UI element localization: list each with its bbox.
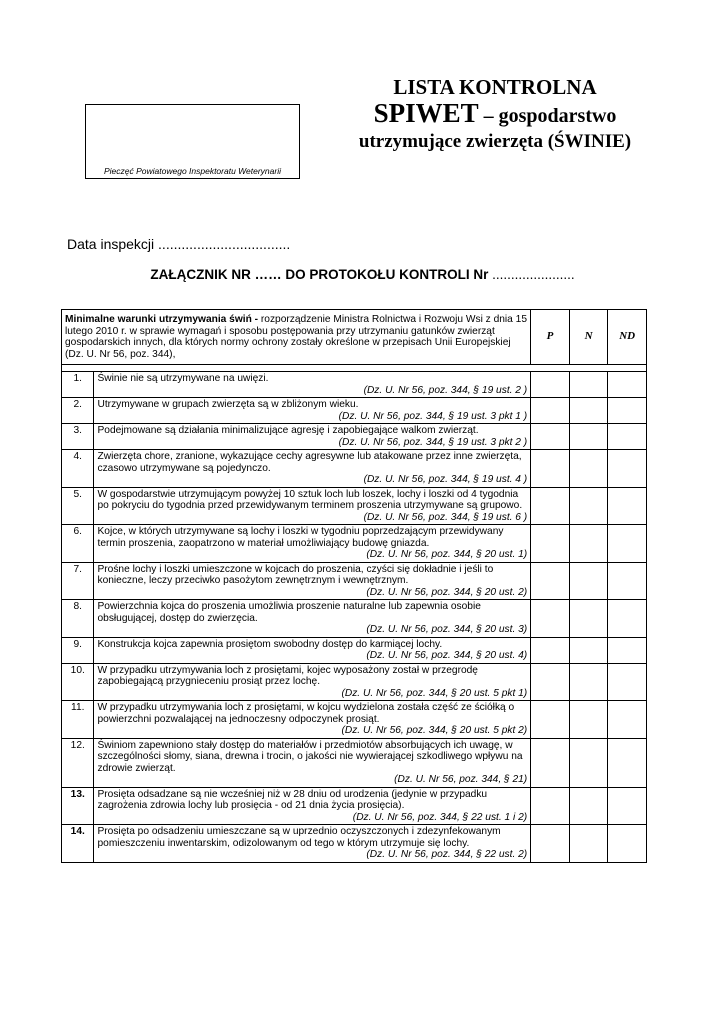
row-number: 5. bbox=[62, 487, 94, 525]
row-requirement bbox=[94, 487, 531, 525]
requirement-text: Świniom zapewniono stały dostęp do materiałów i przedmiotów absorbujących ich uwagę, w szczególności słomy, siana, drewna i trocin, o jakości nie wywierającej szkodliwego wpływu na zdrowie zwierząt. bbox=[97, 739, 523, 774]
legal-reference: (Dz. U. Nr 56, poz. 344, § 20 ust. 2) bbox=[366, 586, 528, 598]
table-row bbox=[62, 701, 647, 739]
row-number: 11. bbox=[62, 701, 94, 739]
mark-cell-n[interactable] bbox=[569, 738, 608, 787]
legal-reference: (Dz. U. Nr 56, poz. 344, § 19 ust. 3 pkt 2 ) bbox=[338, 436, 528, 448]
header-regulation: rozporządzenie Ministra Rolnictwa i Rozwoju Wsi z dnia 15 lutego 2010 r. w sprawie wymagań i sposobu postępowania przy utrzymaniu gatunków zwierząt gospodarskich innych, dla których normy ochrony zostały określone w przepisach Unii Europejskiej (Dz. U. Nr 56, poz. 344), bbox=[65, 314, 528, 360]
mark-cell-p[interactable] bbox=[531, 525, 570, 563]
row-requirement bbox=[94, 637, 531, 663]
requirement-text: W przypadku utrzymywania loch z prosiętami, w kojcu wydzielona została część ze ściółką o powierzchni pozwalającej na jednoczesny odpoczynek prosiąt. bbox=[97, 702, 515, 725]
mark-cell-n[interactable] bbox=[569, 450, 608, 488]
table-row bbox=[62, 398, 647, 424]
mark-cell-nd[interactable] bbox=[608, 738, 647, 787]
row-number: 14. bbox=[62, 825, 94, 863]
table-row bbox=[62, 424, 647, 450]
mark-cell-n[interactable] bbox=[569, 701, 608, 739]
mark-cell-p[interactable] bbox=[531, 637, 570, 663]
mark-cell-p[interactable] bbox=[531, 450, 570, 488]
mark-cell-nd[interactable] bbox=[608, 398, 647, 424]
mark-cell-n[interactable] bbox=[569, 562, 608, 600]
row-requirement bbox=[94, 372, 531, 398]
title-spiwet: SPIWET bbox=[373, 98, 479, 128]
row-number: 3. bbox=[62, 424, 94, 450]
legal-reference: (Dz. U. Nr 56, poz. 344, § 20 ust. 3) bbox=[366, 624, 528, 635]
requirement-text: Zwierzęta chore, zranione, wykazujące cechy agresywne lub atakowane przez inne zwierzęta, czasowo utrzymywane są pojedynczo. bbox=[97, 451, 522, 474]
requirement-text: Podejmowane są działania minimalizujące agresję i zapobiegające walkom zwierząt. bbox=[97, 425, 479, 436]
title-line-1: LISTA KONTROLNA bbox=[393, 75, 597, 99]
row-number: 1. bbox=[62, 372, 94, 398]
legal-reference: (Dz. U. Nr 56, poz. 344, § 22 ust. 2) bbox=[366, 849, 528, 860]
table-row bbox=[62, 525, 647, 563]
legal-reference: (Dz. U. Nr 56, poz. 344, § 19 ust. 3 pkt 1 ) bbox=[338, 410, 528, 422]
mark-cell-p[interactable] bbox=[531, 562, 570, 600]
title-line-2-rest: – gospodarstwo bbox=[483, 105, 617, 127]
row-requirement bbox=[94, 600, 531, 638]
requirement-text: W przypadku utrzymywania loch z prosiętami, kojec wyposażony został w przegrodę zapobiegającą przygnieceniu prosiąt przez lochę. bbox=[97, 664, 478, 687]
requirement-text: Prosięta po odsadzeniu umieszczane są w uprzednio oczyszczonych i zdezynfekowanym pomieszczeniu inwentarskim, odizolowanym od tego w którym utrzymuje się lochy. bbox=[97, 826, 501, 849]
mark-cell-n[interactable] bbox=[569, 825, 608, 863]
mark-cell-nd[interactable] bbox=[608, 424, 647, 450]
table-row bbox=[62, 562, 647, 600]
annex-label: ZAŁĄCZNIK NR …… DO PROTOKOŁU KONTROLI Nr bbox=[150, 267, 489, 282]
mark-cell-nd[interactable] bbox=[608, 701, 647, 739]
row-number: 7. bbox=[62, 562, 94, 600]
legal-reference: (Dz. U. Nr 56, poz. 344, § 20 ust. 4) bbox=[366, 650, 528, 661]
row-number: 4. bbox=[62, 450, 94, 488]
table-row bbox=[62, 663, 647, 701]
mark-cell-n[interactable] bbox=[569, 424, 608, 450]
requirement-text: Kojce, w których utrzymywane są lochy i loszki w tygodniu poprzedzającym przewidywany termin proszenia, zaopatrzono w materiał umożliwiający budowę gniazda. bbox=[97, 526, 504, 549]
row-requirement bbox=[94, 825, 531, 863]
table-row bbox=[62, 487, 647, 525]
row-number: 6. bbox=[62, 525, 94, 563]
mark-cell-p[interactable] bbox=[531, 701, 570, 739]
checklist-table bbox=[61, 309, 647, 863]
mark-cell-n[interactable] bbox=[569, 787, 608, 825]
mark-cell-p[interactable] bbox=[531, 738, 570, 787]
row-requirement bbox=[94, 450, 531, 488]
row-number: 13. bbox=[62, 787, 94, 825]
checklist-rows bbox=[62, 372, 647, 863]
mark-cell-p[interactable] bbox=[531, 424, 570, 450]
row-number: 10. bbox=[62, 663, 94, 701]
mark-cell-n[interactable] bbox=[569, 372, 608, 398]
row-requirement bbox=[94, 738, 531, 787]
col-header-p: P bbox=[531, 310, 570, 365]
row-requirement bbox=[94, 398, 531, 424]
requirement-text: Utrzymywane w grupach zwierzęta są w zbliżonym wieku. bbox=[97, 399, 359, 410]
table-row bbox=[62, 825, 647, 863]
header-bold: Minimalne warunki utrzymywania świń - bbox=[65, 314, 259, 325]
requirement-text: Prosięta odsadzane są nie wcześniej niż w 28 dniu od urodzenia (jedynie w przypadku zagrożenia zdrowia lochy lub prosięcia - od 21 dnia życia prosięcia). bbox=[97, 788, 488, 811]
inspection-date-field[interactable]: Data inspekcji .................................. bbox=[67, 236, 291, 252]
row-requirement bbox=[94, 663, 531, 701]
table-row bbox=[62, 372, 647, 398]
row-requirement bbox=[94, 525, 531, 563]
mark-cell-nd[interactable] bbox=[608, 787, 647, 825]
legal-reference: (Dz. U. Nr 56, poz. 344, § 22 ust. 1 i 2) bbox=[352, 811, 528, 823]
table-row bbox=[62, 787, 647, 825]
mark-cell-nd[interactable] bbox=[608, 525, 647, 563]
legal-reference: (Dz. U. Nr 56, poz. 344, § 19 ust. 2 ) bbox=[363, 384, 528, 396]
table-row bbox=[62, 450, 647, 488]
row-number: 2. bbox=[62, 398, 94, 424]
mark-cell-n[interactable] bbox=[569, 487, 608, 525]
requirement-text: W gospodarstwie utrzymującym powyżej 10 sztuk loch lub loszek, lochy i loszki od 4 tygodnia po pokryciu do tygodnia przed przewidywanym terminem proszenia utrzymywane są grupowo. bbox=[97, 488, 523, 511]
mark-cell-p[interactable] bbox=[531, 398, 570, 424]
col-header-nd: ND bbox=[608, 310, 647, 365]
mark-cell-nd[interactable] bbox=[608, 600, 647, 638]
mark-cell-nd[interactable] bbox=[608, 487, 647, 525]
annex-heading bbox=[0, 267, 725, 282]
mark-cell-p[interactable] bbox=[531, 787, 570, 825]
mark-cell-p[interactable] bbox=[531, 372, 570, 398]
table-header-text bbox=[62, 310, 531, 365]
table-row bbox=[62, 738, 647, 787]
table-row bbox=[62, 600, 647, 638]
title-line-3: utrzymujące zwierzęta (ŚWINIE) bbox=[358, 131, 632, 152]
stamp-box bbox=[85, 104, 300, 179]
mark-cell-nd[interactable] bbox=[608, 637, 647, 663]
mark-cell-p[interactable] bbox=[531, 825, 570, 863]
mark-cell-n[interactable] bbox=[569, 663, 608, 701]
row-requirement bbox=[94, 562, 531, 600]
header-gap bbox=[62, 365, 647, 372]
requirement-text: Świnie nie są utrzymywane na uwięzi. bbox=[97, 373, 269, 384]
table-row bbox=[62, 637, 647, 663]
stamp-caption: Pieczęć Powiatowego Inspektoratu Weterynarii bbox=[103, 166, 281, 176]
document-title bbox=[330, 74, 660, 155]
legal-reference: (Dz. U. Nr 56, poz. 344, § 20 ust. 1) bbox=[366, 549, 528, 560]
mark-cell-n[interactable] bbox=[569, 525, 608, 563]
legal-reference: (Dz. U. Nr 56, poz. 344, § 21) bbox=[394, 774, 528, 785]
mark-cell-nd[interactable] bbox=[608, 450, 647, 488]
requirement-text: Prośne lochy i loszki umieszczone w kojcach do proszenia, czyści się dokładnie i jeśli to konieczne, leczy przeciwko pasożytom zewnętrznym i wewnętrznym. bbox=[97, 563, 494, 586]
mark-cell-n[interactable] bbox=[569, 600, 608, 638]
legal-reference: (Dz. U. Nr 56, poz. 344, § 20 ust. 5 pkt 1) bbox=[341, 687, 528, 699]
mark-cell-nd[interactable] bbox=[608, 825, 647, 863]
row-number: 9. bbox=[62, 637, 94, 663]
row-requirement bbox=[94, 787, 531, 825]
title-line-2 bbox=[330, 100, 660, 129]
table-header-row bbox=[62, 310, 647, 365]
mark-cell-n[interactable] bbox=[569, 637, 608, 663]
row-requirement bbox=[94, 701, 531, 739]
row-requirement bbox=[94, 424, 531, 450]
annex-number-field[interactable]: ...................... bbox=[492, 267, 575, 282]
mark-cell-n[interactable] bbox=[569, 398, 608, 424]
mark-cell-nd[interactable] bbox=[608, 562, 647, 600]
row-number: 12. bbox=[62, 738, 94, 787]
requirement-text: Konstrukcja kojca zapewnia prosiętom swobodny dostęp do karmiącej lochy. bbox=[97, 638, 443, 650]
mark-cell-p[interactable] bbox=[531, 487, 570, 525]
legal-reference: (Dz. U. Nr 56, poz. 344, § 19 ust. 4 ) bbox=[363, 474, 528, 485]
legal-reference: (Dz. U. Nr 56, poz. 344, § 20 ust. 5 pkt 2) bbox=[341, 725, 528, 736]
mark-cell-nd[interactable] bbox=[608, 372, 647, 398]
mark-cell-p[interactable] bbox=[531, 663, 570, 701]
mark-cell-p[interactable] bbox=[531, 600, 570, 638]
col-header-n: N bbox=[569, 310, 608, 365]
requirement-text: Powierzchnia kojca do proszenia umożliwia proszenie naturalne lub zapewnia osobie obsługującej, dostęp do zwierzęcia. bbox=[97, 601, 481, 624]
mark-cell-nd[interactable] bbox=[608, 663, 647, 701]
row-number: 8. bbox=[62, 600, 94, 638]
legal-reference: (Dz. U. Nr 56, poz. 344, § 19 ust. 6 ) bbox=[363, 511, 528, 523]
